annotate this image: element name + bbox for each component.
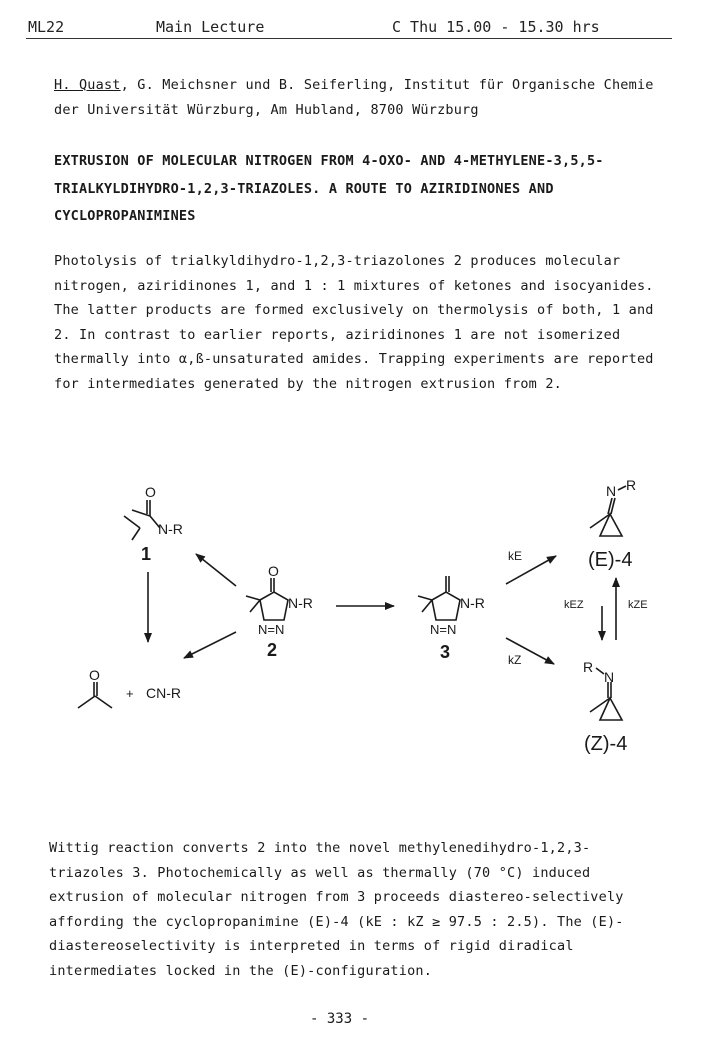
label-O-1: O — [145, 484, 156, 500]
paragraph-wittig: Wittig reaction converts 2 into the novel methylenedihydro-1,2,3-triazoles 3. Photochemically as well as thermally (70 °C) induced extrusion of molecular nitrogen from 3 proceeds diastereo-selectively affording the cyclopropanimine (E)-4 (kE : kZ ≥ 97.5 : 2.5). The (E)-diastereoselectivity is interpreted in terms of rigid diradical intermediates locked in the (E)-configuration. — [49, 840, 624, 979]
author-underlined: H. Quast — [54, 77, 121, 93]
label-isocyanide: CN-R — [146, 685, 181, 701]
cyclopropane-E — [600, 514, 622, 536]
triazolone-ring — [260, 592, 288, 620]
header-time: C Thu 15.00 - 15.30 hrs — [392, 18, 600, 36]
header-section: Main Lecture — [156, 18, 265, 36]
author-rest: , G. Meichsner und B. Seiferling, Institut für Organische Chemie der Universität Würzburg, Am Hubland, 8700 Würzburg — [54, 77, 654, 118]
label-NR-3: N-R — [460, 595, 485, 611]
arrow-2-to-products — [184, 632, 236, 658]
label-NN-2: N=N — [258, 622, 285, 637]
label-N-Z: N — [604, 669, 615, 685]
rate-kZ: kZ — [508, 653, 522, 667]
arrow-2-to-1 — [196, 554, 236, 586]
label-O-2: O — [268, 563, 279, 579]
label-plus: + — [126, 686, 134, 701]
label-N-E: N — [606, 483, 617, 499]
header-code: ML22 — [28, 18, 65, 36]
label-R-Z: R — [583, 659, 594, 675]
label-NR-1: N-R — [158, 521, 183, 537]
rate-kEZ: kEZ — [564, 599, 584, 611]
label-NR-2: N-R — [288, 595, 313, 611]
abstract: Photolysis of trialkyldihydro-1,2,3-triazolones 2 produces molecular nitrogen, aziridinones 1, and 1 : 1 mixtures of ketones and isocyanides. The latter products are formed exclusively on thermolysis of both, 1 and 2. In contrast to earlier reports, aziridinones 1 are not isomerized thermally into α,ß-unsaturated amides. Trapping experiments are reported for intermediates generated by the nitrogen extrusion from 2. — [54, 253, 654, 392]
label-O-ketone: O — [89, 667, 100, 683]
compound-1: 1 — [141, 544, 152, 564]
rate-kZE: kZE — [628, 599, 648, 611]
compound-E4: (E)-4 — [588, 549, 633, 571]
page-number: - 333 - — [310, 1011, 370, 1027]
paper-title: EXTRUSION OF MOLECULAR NITROGEN FROM 4-OXO- AND 4-METHYLENE-3,5,5-TRIALKYLDIHYDRO-1,2,3-TRIAZOLES. A ROUTE TO AZIRIDINONES AND CYCLOPROPANIMINES — [54, 153, 604, 224]
cyclopropane-Z — [600, 698, 622, 720]
compound-2: 2 — [267, 640, 278, 660]
compound-Z4: (Z)-4 — [584, 733, 628, 755]
label-NN-3: N=N — [430, 622, 457, 637]
compound-3: 3 — [440, 642, 451, 662]
rate-kE: kE — [508, 549, 523, 563]
label-R-E: R — [626, 477, 637, 493]
triazole-ring — [432, 592, 460, 620]
